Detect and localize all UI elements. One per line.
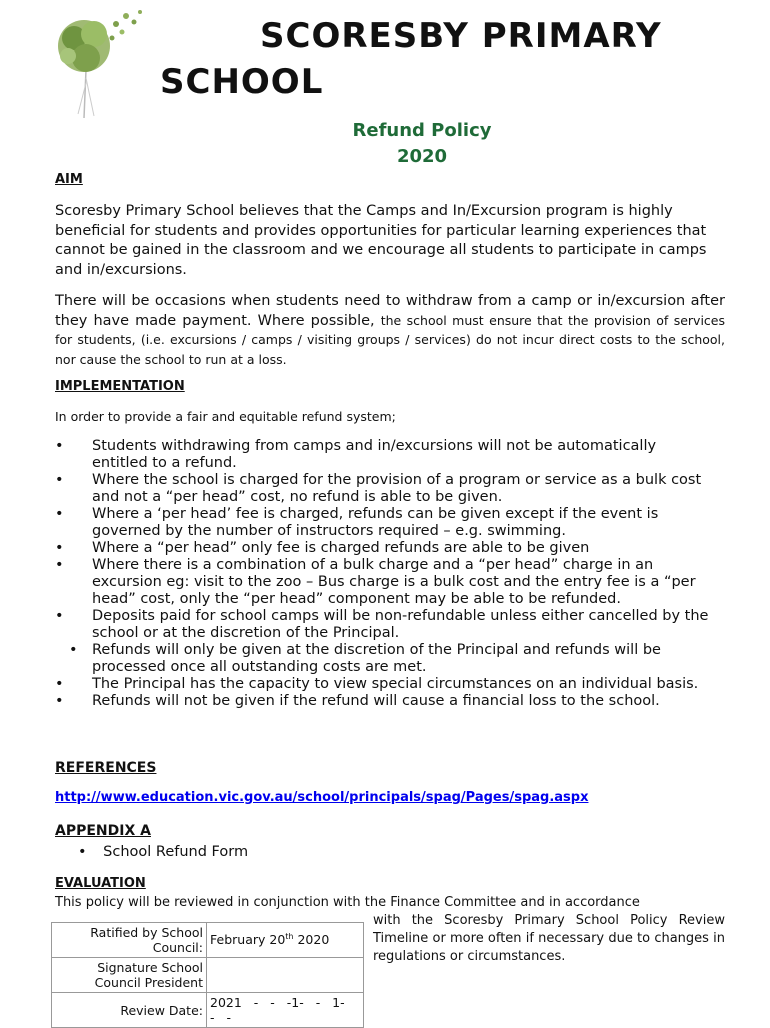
bullet-icon: • bbox=[55, 438, 64, 454]
spag-link[interactable]: http://www.education.vic.gov.au/school/principals/spag/Pages/spag.aspx bbox=[55, 790, 589, 805]
implementation-heading: IMPLEMENTATION bbox=[55, 379, 185, 394]
list-item: • Where there is a combination of a bulk charge and a “per head” charge in an excursion eg: visit to the zoo – Bus charge is a bulk cost and the entry fee is a “per head” cost, only the “per head” component may be able to be refunded. bbox=[55, 557, 696, 607]
table-row bbox=[52, 958, 364, 993]
school-name-line2: SCHOOL bbox=[160, 62, 324, 102]
bullet-icon: • bbox=[55, 506, 64, 522]
aim-paragraph-1: Scoresby Primary School believes that the Camps and In/Excursion program is highly beneficial for students and provides opportunities for particular learning experiences that cannot be gained in the classroom and we encourage all students to participate in camps and in/excursions. bbox=[55, 203, 707, 278]
school-name-line1: SCORESBY PRIMARY bbox=[260, 16, 662, 56]
bullet-icon: • bbox=[55, 472, 64, 488]
signature-value bbox=[207, 958, 364, 993]
table-row bbox=[52, 923, 364, 958]
list-item: • Refunds will not be given if the refund will cause a financial loss to the school. bbox=[55, 693, 660, 709]
list-item: • The Principal has the capacity to view special circumstances on an individual basis. bbox=[55, 676, 699, 692]
bullet-icon: • bbox=[55, 676, 64, 692]
evaluation-text-rest: with the Scoresby Primary School Policy Review Timeline or more often if necessary due to changes in regulations or circumstances. bbox=[373, 913, 725, 964]
aim-paragraph-2-rest: the school must ensure that the provision of services for students, (i.e. excursions / camps / visiting groups / services) do not incur direct costs to the school, nor cause the school to run at a loss. bbox=[55, 312, 726, 367]
implementation-intro: In order to provide a fair and equitable refund system; bbox=[55, 409, 396, 424]
evaluation-heading: EVALUATION bbox=[55, 876, 146, 891]
table-row bbox=[52, 993, 364, 1028]
references-heading: REFERENCES bbox=[55, 760, 157, 776]
review-date-label: Review Date: bbox=[52, 993, 207, 1028]
bullet-icon: • bbox=[55, 540, 64, 556]
bullet-icon: • bbox=[55, 608, 64, 624]
bullet-icon: • bbox=[55, 557, 64, 573]
list-item: • Where a ‘per head’ fee is charged, refunds can be given except if the event is governed by the number of instructors required – e.g. swimming. bbox=[55, 506, 659, 539]
evaluation-text-line1: This policy will be reviewed in conjunction with the Finance Committee and in accordance bbox=[55, 895, 640, 910]
ratification-table bbox=[51, 922, 364, 1028]
policy-year: 2020 bbox=[396, 146, 448, 167]
bullet-icon: • bbox=[78, 844, 87, 860]
policy-title: Refund Policy bbox=[352, 120, 492, 141]
bullet-icon: • bbox=[69, 642, 78, 658]
list-item: • Students withdrawing from camps and in/excursions will not be automatically entitled to a refund. bbox=[55, 438, 657, 471]
aim-heading: AIM bbox=[55, 172, 83, 187]
list-item: • Deposits paid for school camps will be non-refundable unless either cancelled by the school or at the discretion of the Principal. bbox=[55, 608, 709, 641]
list-item: • Refunds will only be given at the discretion of the Principal and refunds will be processed once all outstanding costs are met. bbox=[69, 642, 661, 675]
bullet-icon: • bbox=[55, 693, 64, 709]
appendix-heading: APPENDIX A bbox=[55, 823, 151, 839]
list-item: • Where a “per head” only fee is charged refunds are able to be given bbox=[55, 540, 590, 556]
ratified-label: Ratified by School Council: bbox=[52, 923, 207, 958]
appendix-list bbox=[78, 844, 248, 860]
school-logo-tree bbox=[56, 8, 154, 120]
signature-label: Signature School Council President bbox=[52, 958, 207, 993]
aim-paragraph-2 bbox=[55, 292, 725, 370]
review-date-value: 2021 - - -1- - 1- - - bbox=[207, 993, 364, 1028]
aim-paragraph-2-lead: There will be occasions when students need to withdraw from a camp or in/excursion after they have made payment. Where possible, bbox=[55, 293, 725, 329]
ratified-value: February 20th 2020 bbox=[207, 923, 364, 958]
list-item: School Refund Form bbox=[103, 844, 249, 860]
list-item: • Where the school is charged for the provision of a program or service as a bulk cost and not a “per head” cost, no refund is able to be given. bbox=[55, 472, 702, 505]
implementation-list bbox=[55, 438, 715, 710]
